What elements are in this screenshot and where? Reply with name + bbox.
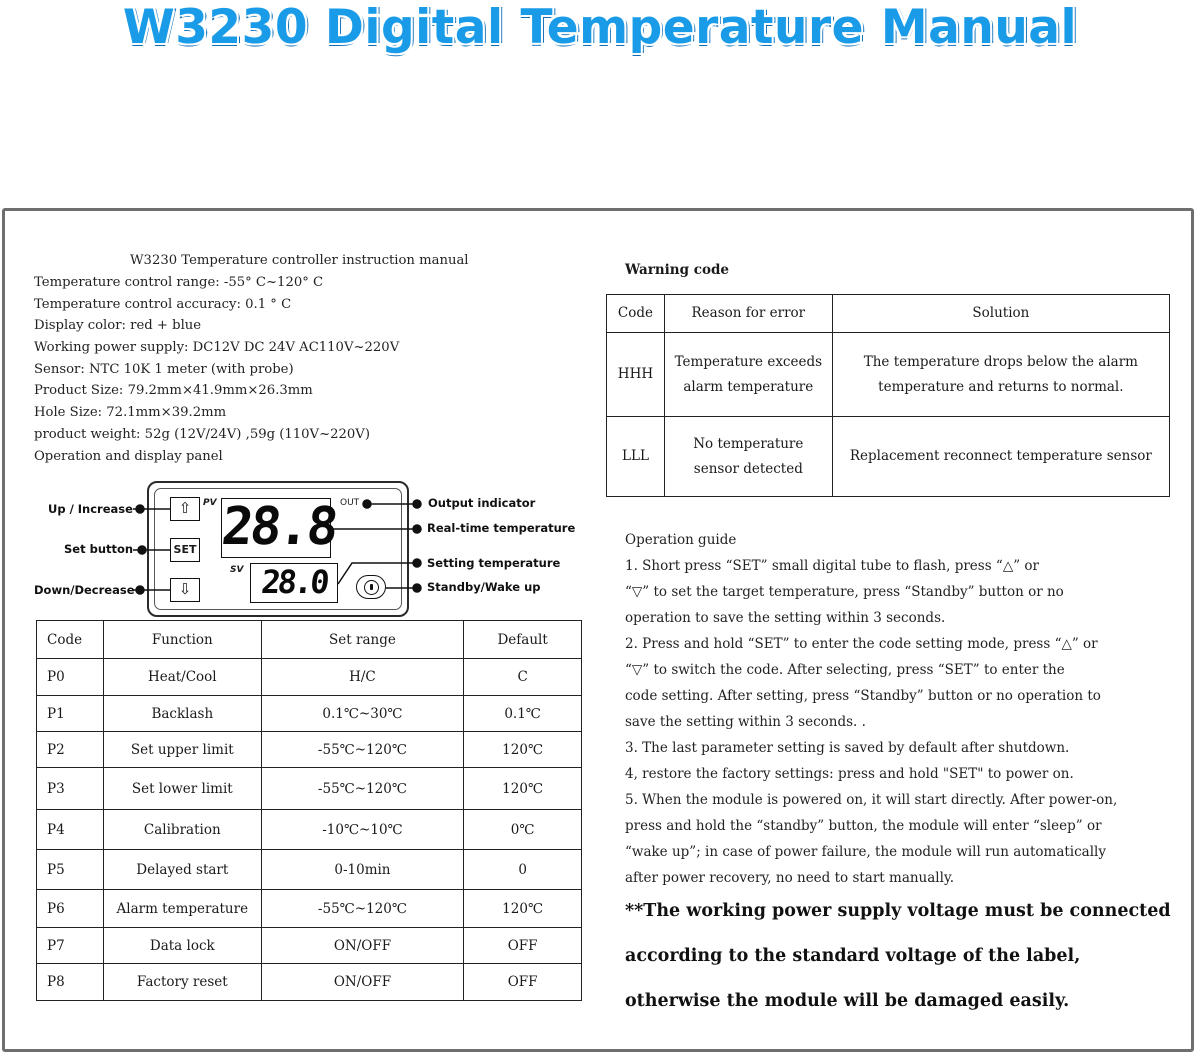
callout-realtime: Real-time temperature (427, 521, 576, 535)
table-row (37, 890, 582, 928)
text-line: Temperature exceeds (674, 353, 823, 370)
warning-table (606, 294, 1170, 497)
cell: -55℃~120℃ (261, 732, 464, 768)
cell: P4 (37, 810, 104, 850)
warning-reason (664, 333, 832, 417)
cell: Alarm temperature (103, 890, 261, 928)
warning-solution (832, 333, 1169, 417)
cell: 120℃ (464, 732, 582, 768)
guide-line: after power recovery, no need to start manually. (625, 870, 955, 886)
pv-value: 28.8 (218, 497, 339, 557)
guide-line: 2. Press and hold “SET” to enter the code setting mode, press “△” or (625, 636, 1098, 652)
spec-line: Display color: red + blue (34, 318, 202, 334)
cell: -10℃~10℃ (261, 810, 464, 850)
table-row (37, 850, 582, 890)
guide-line: 3. The last parameter setting is saved by default after shutdown. (625, 740, 1070, 756)
guide-title: Operation guide (625, 532, 737, 548)
table-row (37, 732, 582, 768)
table-row (37, 659, 582, 696)
pv-label: PV (203, 498, 217, 508)
callout-setting: Setting temperature (427, 556, 561, 570)
callout-output: Output indicator (428, 496, 536, 510)
header-solution: Solution (832, 295, 1169, 333)
guide-line: 4, restore the factory settings: press and hold "SET" to power on. (625, 766, 1074, 782)
text-line: Replacement reconnect temperature sensor (849, 448, 1152, 464)
guide-line: operation to save the setting within 3 seconds. (625, 610, 946, 626)
cell: 120℃ (464, 890, 582, 928)
note-line: **The working power supply voltage must be connected (625, 901, 1171, 921)
guide-line: “▽” to set the target temperature, press “Standby” button or no (625, 584, 1064, 600)
spec-line: Temperature control accuracy: 0.1 ° C (34, 296, 292, 312)
guide-line: save the setting within 3 seconds. . (625, 714, 866, 730)
header-code: Code (607, 295, 665, 333)
guide-line: 5. When the module is powered on, it will start directly. After power-on, (625, 792, 1118, 808)
table-row (37, 768, 582, 810)
sv-value: 28.0 (259, 563, 329, 601)
cell: 0.1℃~30℃ (261, 696, 464, 732)
cell: P5 (37, 850, 104, 890)
warning-title: Warning code (625, 262, 729, 278)
cell: Set upper limit (103, 732, 261, 768)
sv-label: SV (230, 565, 244, 575)
cell: 0 (464, 850, 582, 890)
table-header-row (37, 621, 582, 659)
cell: P3 (37, 768, 104, 810)
cell: ON/OFF (261, 928, 464, 964)
cell: P1 (37, 696, 104, 732)
cell: P7 (37, 928, 104, 964)
note-line: otherwise the module will be damaged easily. (625, 991, 1070, 1011)
guide-line: “▽” to switch the code. After selecting, press “SET” to enter the (625, 662, 1065, 678)
header-code: Code (37, 621, 104, 659)
warning-code: LLL (607, 417, 665, 497)
cell: ON/OFF (261, 964, 464, 1001)
cell: P0 (37, 659, 104, 696)
warning-row (607, 333, 1170, 417)
spec-line: Working power supply: DC12V DC 24V AC110V~220V (34, 340, 400, 356)
callout-down: Down/Decrease (34, 583, 135, 597)
guide-line: 1. Short press “SET” small digital tube to flash, press “△” or (625, 558, 1039, 574)
text-line: temperature and returns to normal. (878, 378, 1124, 395)
cell: P6 (37, 890, 104, 928)
header-reason: Reason for error (664, 295, 832, 333)
spec-line: Temperature control range: -55° C~120° C (34, 275, 324, 290)
spec-line: Sensor: NTC 10K 1 meter (with probe) (34, 361, 294, 377)
note-line: according to the standard voltage of the label, (625, 946, 1081, 966)
cell: 120℃ (464, 768, 582, 810)
text-line: No temperature (693, 435, 804, 452)
callout-up: Up / Increase (48, 502, 133, 516)
cell: -55℃~120℃ (261, 890, 464, 928)
table-row (37, 928, 582, 964)
cell: Delayed start (103, 850, 261, 890)
cell: 0-10min (261, 850, 464, 890)
set-button: SET (170, 538, 200, 562)
cell: Heat/Cool (103, 659, 261, 696)
guide-line: press and hold the “standby” button, the module will enter “sleep” or (625, 818, 1102, 834)
callout-set: Set button (64, 542, 134, 556)
cell: OFF (464, 964, 582, 1001)
operation-guide (625, 527, 1170, 891)
cell: P8 (37, 964, 104, 1001)
cell: H/C (261, 659, 464, 696)
out-label: OUT (340, 498, 360, 508)
cell: Factory reset (103, 964, 261, 1001)
cell: Set lower limit (103, 768, 261, 810)
table-row (37, 964, 582, 1001)
guide-line: code setting. After setting, press “Standby” button or no operation to (625, 688, 1101, 704)
spec-line: Hole Size: 72.1mm×39.2mm (34, 405, 227, 421)
cell: Calibration (103, 810, 261, 850)
table-row (37, 696, 582, 732)
up-button: ⇧ (170, 497, 200, 521)
spec-line: Operation and display panel (34, 448, 223, 464)
warning-code: HHH (607, 333, 665, 417)
header-set-range: Set range (261, 621, 464, 659)
warning-solution (832, 417, 1169, 497)
spec-line: Product Size: 79.2mm×41.9mm×26.3mm (34, 383, 313, 399)
down-button: ⇩ (170, 578, 200, 602)
cell: P2 (37, 732, 104, 768)
cell: Backlash (103, 696, 261, 732)
cell: C (464, 659, 582, 696)
text-line: sensor detected (693, 460, 803, 477)
cell: 0.1℃ (464, 696, 582, 732)
text-line: alarm temperature (683, 378, 814, 395)
banner-title: W3230 Digital Temperature Manual (122, 0, 1078, 55)
warning-reason (664, 417, 832, 497)
text-line: The temperature drops below the alarm (863, 353, 1138, 370)
cell: -55℃~120℃ (261, 768, 464, 810)
spec-line: product weight: 52g (12V/24V) ,59g (110V~220V) (34, 426, 370, 442)
cell: 0℃ (464, 810, 582, 850)
header-function: Function (103, 621, 261, 659)
warning-header-row (607, 295, 1170, 333)
table-row (37, 810, 582, 850)
guide-line: “wake up”; in case of power failure, the module will run automatically (625, 844, 1106, 860)
cell: Data lock (103, 928, 261, 964)
warning-row (607, 417, 1170, 497)
callout-standby: Standby/Wake up (427, 580, 541, 594)
spec-title: W3230 Temperature controller instruction manual (130, 253, 469, 268)
voltage-warning-note (625, 893, 1185, 1028)
header-default: Default (464, 621, 582, 659)
cell: OFF (464, 928, 582, 964)
parameter-table (36, 620, 582, 1001)
